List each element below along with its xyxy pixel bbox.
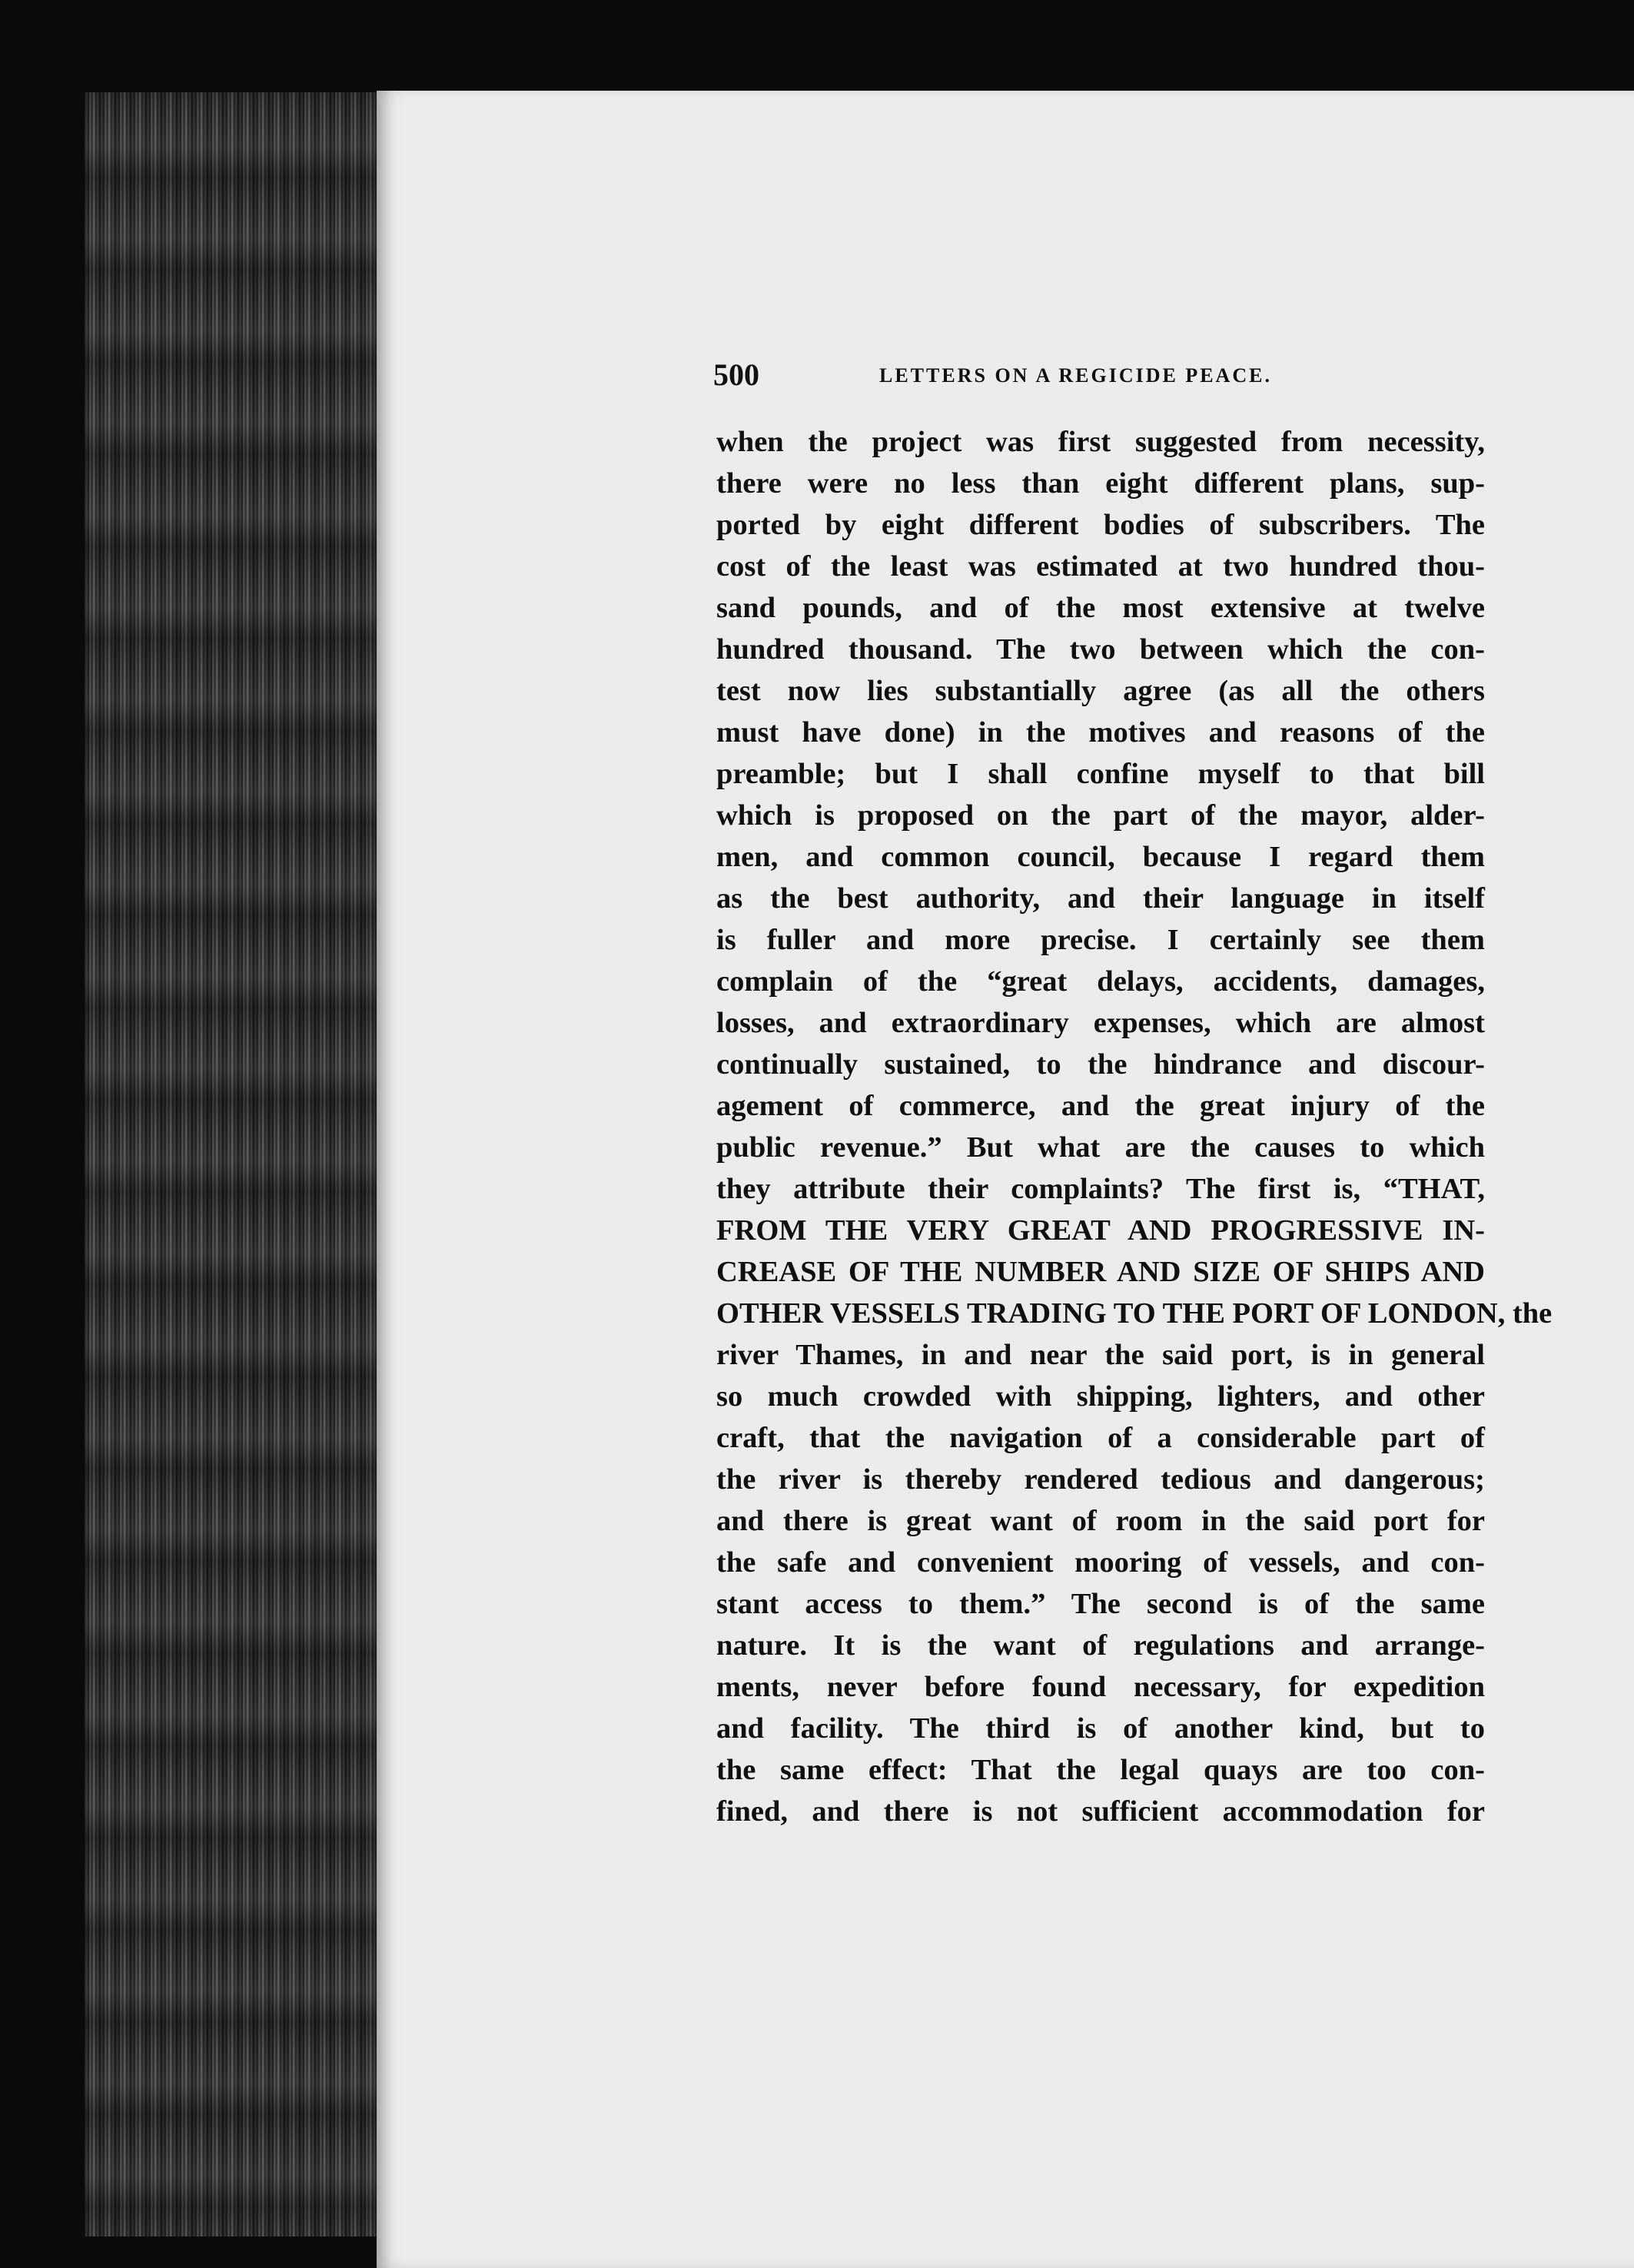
text-line: stant access to them.” The second is of the same (716, 1588, 1485, 1620)
text-line: nature. It is the want of regulations and arrange- (716, 1629, 1485, 1662)
text-line: continually sustained, to the hindrance and discour- (716, 1048, 1485, 1081)
text-line: OTHER VESSELS TRADING TO THE PORT OF LONDON, the (716, 1297, 1553, 1330)
text-line: FROM THE VERY GREAT AND PROGRESSIVE IN- (716, 1214, 1485, 1247)
text-line: and there is great want of room in the said port for (716, 1505, 1485, 1537)
text-line: must have done) in the motives and reasons of the (716, 716, 1485, 749)
text-line: they attribute their complaints? The first is, “THAT, (716, 1173, 1485, 1205)
text-line: the same effect: That the legal quays are too con- (716, 1754, 1485, 1786)
text-line: and facility. The third is of another kind, but to (716, 1712, 1485, 1745)
text-line: ported by eight different bodies of subscribers. The (716, 509, 1485, 541)
text-line: test now lies substantially agree (as all the others (716, 675, 1485, 707)
running-head: LETTERS ON A REGICIDE PEACE. (879, 364, 1272, 387)
text-line: which is proposed on the part of the mayor, alder- (716, 799, 1485, 832)
text-line: CREASE OF THE NUMBER AND SIZE OF SHIPS AND (716, 1256, 1485, 1288)
text-line: public revenue.” But what are the causes to which (716, 1131, 1485, 1164)
book-page-edges (85, 92, 377, 2236)
page-header (713, 357, 1490, 403)
text-line: is fuller and more precise. I certainly see them (716, 924, 1485, 956)
text-line: sand pounds, and of the most extensive at twelve (716, 592, 1485, 624)
page-number: 500 (713, 357, 759, 392)
text-line: so much crowded with shipping, lighters, and other (716, 1380, 1485, 1413)
body-text (716, 421, 1553, 1832)
text-line: river Thames, in and near the said port, is in general (716, 1339, 1485, 1371)
text-line: losses, and extraordinary expenses, which are almost (716, 1007, 1485, 1039)
text-line: the safe and convenient mooring of vessels, and con- (716, 1546, 1485, 1579)
text-line: the river is thereby rendered tedious and dangerous; (716, 1463, 1485, 1496)
text-line: craft, that the navigation of a considerable part of (716, 1422, 1485, 1454)
text-line: ments, never before found necessary, for expedition (716, 1671, 1485, 1703)
text-line: cost of the least was estimated at two hundred thou- (716, 550, 1485, 583)
text-line: preamble; but I shall confine myself to that bill (716, 758, 1485, 790)
text-line: complain of the “great delays, accidents, damages, (716, 965, 1485, 998)
text-line: there were no less than eight different plans, sup- (716, 467, 1485, 500)
text-line: as the best authority, and their language in itself (716, 882, 1485, 915)
text-line: fined, and there is not sufficient accommodation for (716, 1795, 1485, 1828)
text-line: when the project was first suggested from necessity, (716, 426, 1485, 458)
text-line: agement of commerce, and the great injury of the (716, 1090, 1485, 1122)
text-line: hundred thousand. The two between which the con- (716, 633, 1485, 666)
text-line: men, and common council, because I regard them (716, 841, 1485, 873)
